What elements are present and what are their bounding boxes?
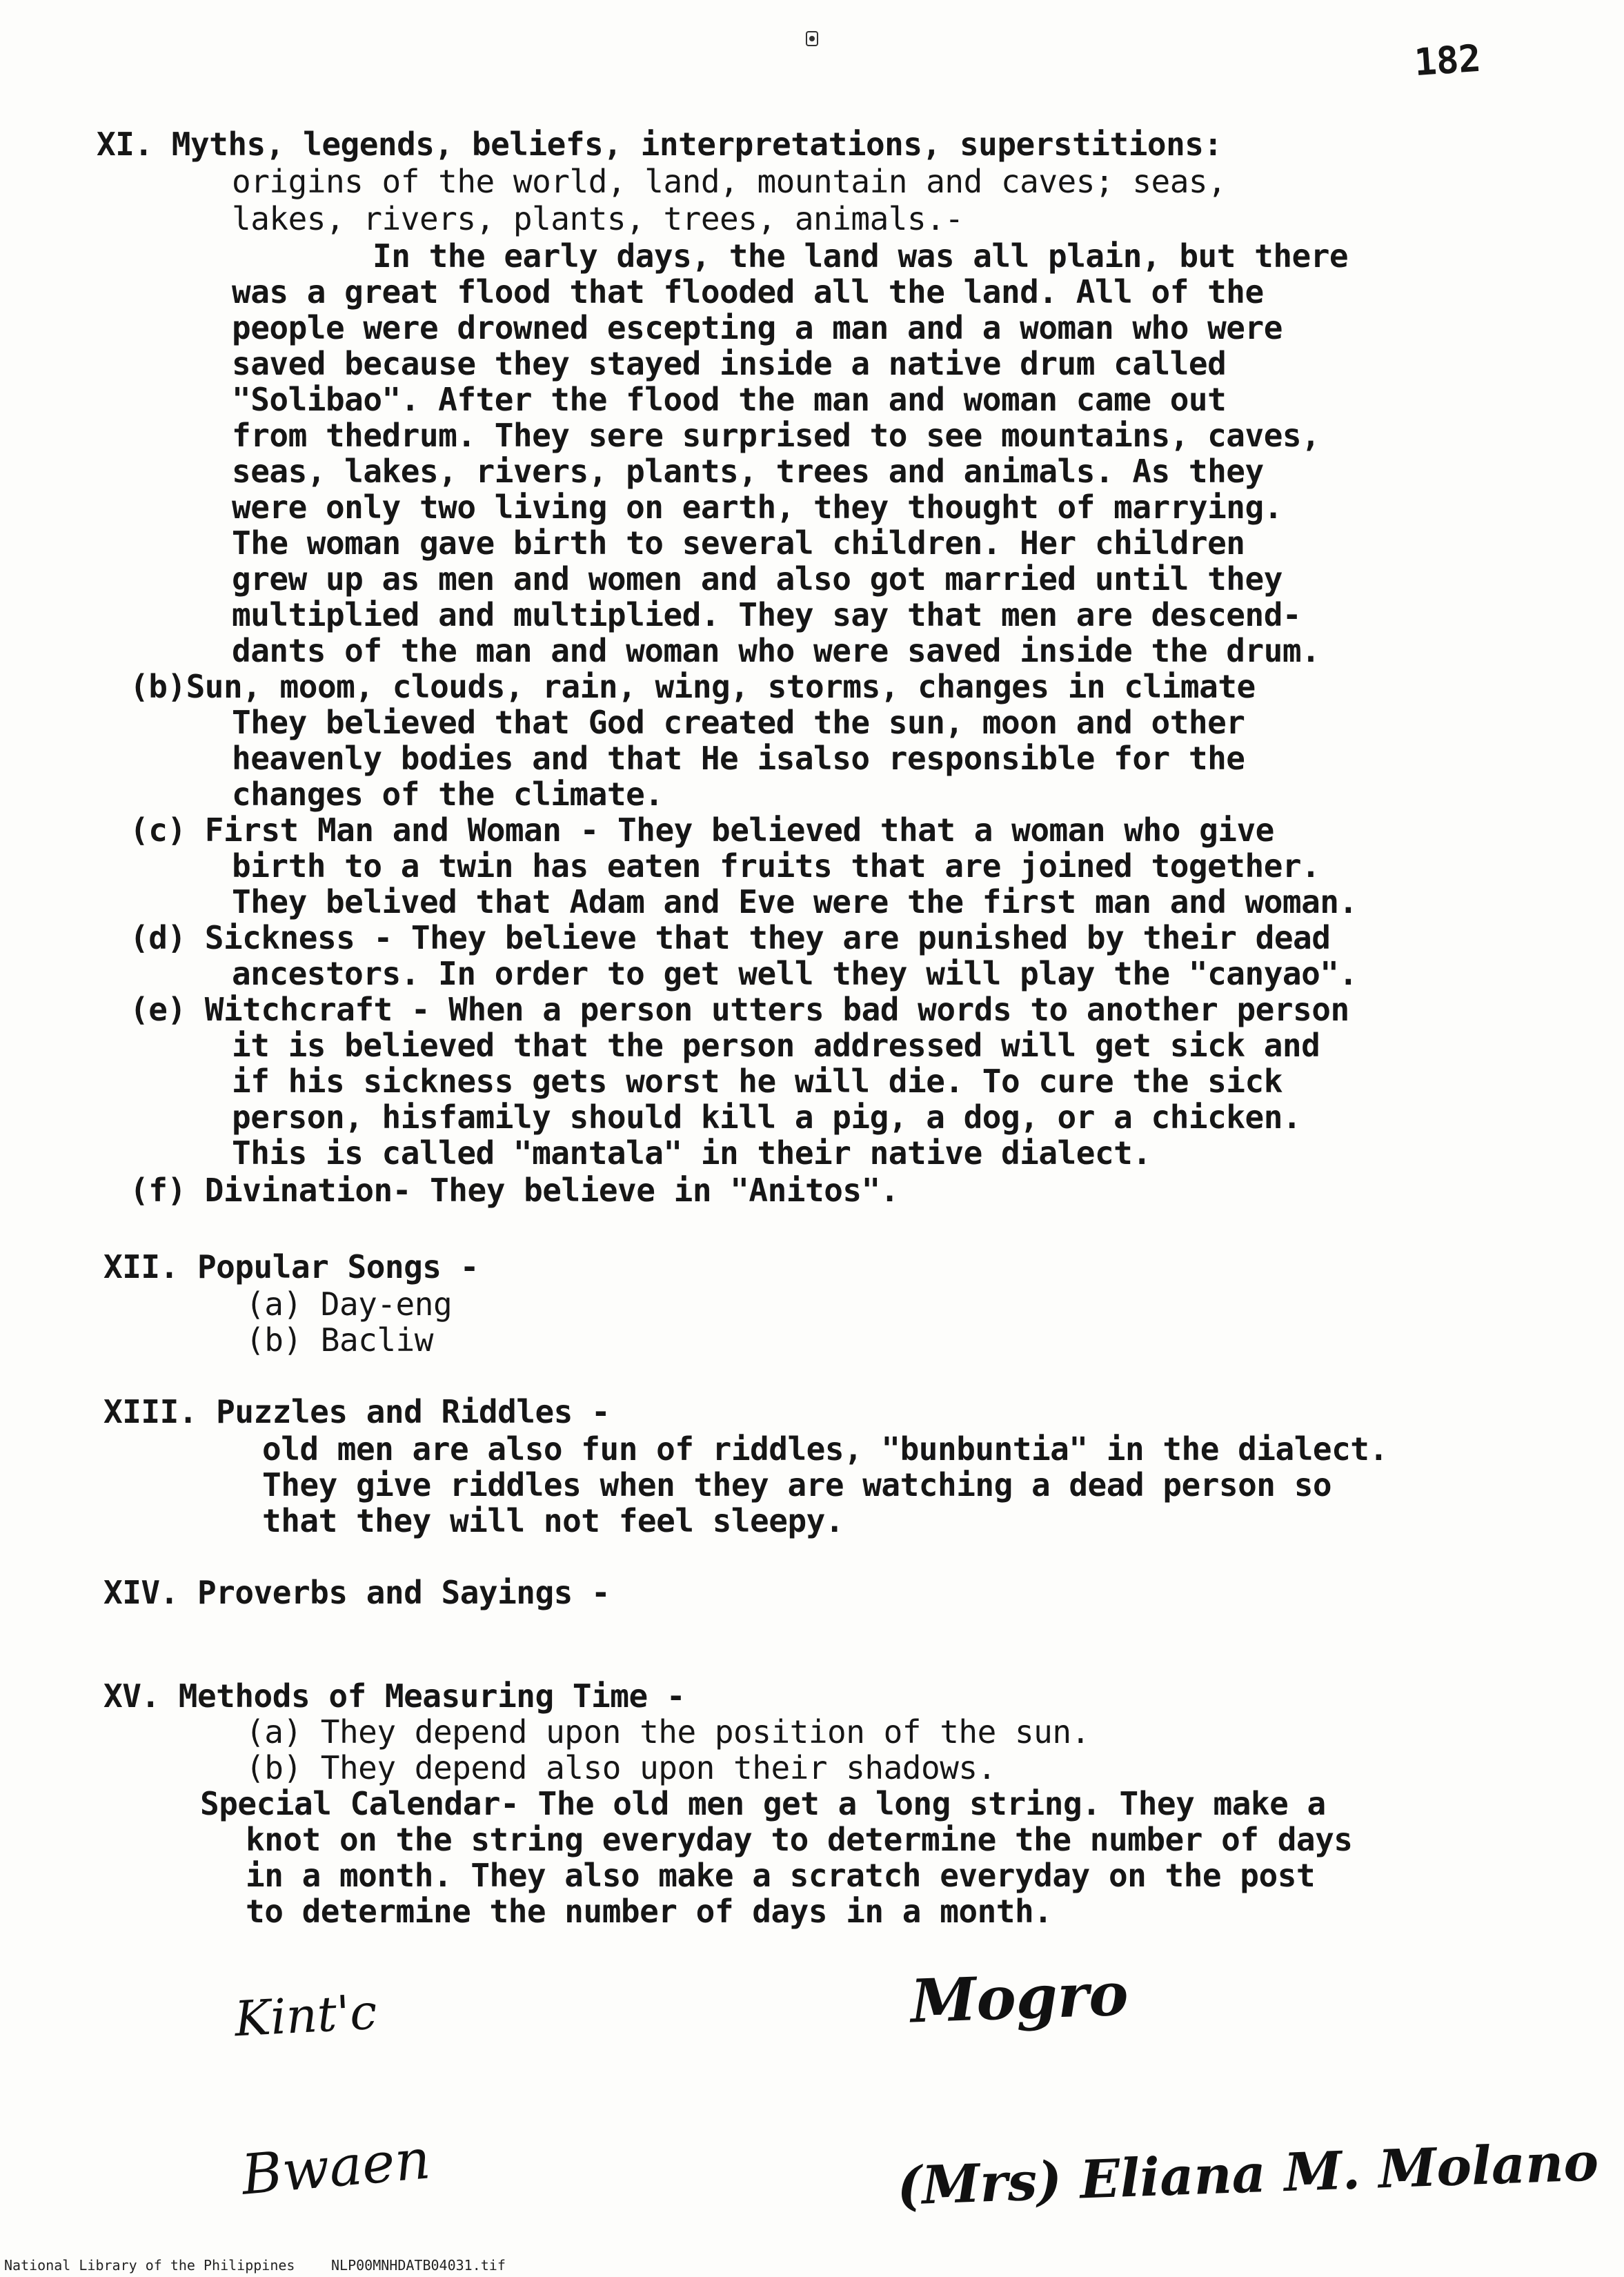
myth-paragraph-line: were only two living on earth, they thought of marrying.	[232, 489, 1283, 526]
section-xiv-heading: XIV. Proverbs and Sayings -	[103, 1574, 611, 1611]
section-xi-heading-cont: origins of the world, land, mountain and caves; seas,	[232, 163, 1227, 200]
special-calendar-line: Special Calendar- The old men get a long string. They make a	[200, 1785, 1326, 1822]
subsection-f-line: (f) Divination- They believe in "Anitos".	[130, 1172, 899, 1209]
song-item: (b) Bacliw	[246, 1321, 433, 1359]
myth-paragraph-line: from thedrum. They sere surprised to see mountains, caves,	[232, 417, 1320, 454]
section-xv-heading: XV. Methods of Measuring Time -	[103, 1677, 686, 1715]
footer-file: NLP00MNHDATB04031.tif	[331, 2257, 506, 2274]
section-xii-heading: XII. Popular Songs -	[103, 1248, 479, 1285]
subsection-d-heading: (d) Sickness - They believe that they are punished by their dead	[130, 919, 1331, 956]
measuring-item: (a) They depend upon the position of the sun.	[246, 1713, 1090, 1751]
riddles-line: They give riddles when they are watching a dead person so	[262, 1466, 1332, 1504]
subsection-d-line: ancestors. In order to get well they will play the "canyao".	[232, 955, 1358, 992]
signature-top-right: Mogro	[909, 1959, 1130, 2037]
myth-paragraph-line: "Solibao". After the flood the man and woman came out	[232, 381, 1227, 418]
special-calendar-line: in a month. They also make a scratch everyday on the post	[246, 1857, 1316, 1894]
subsection-b-line: heavenly bodies and that He isalso responsible for the	[232, 740, 1245, 777]
subsection-b-heading: (b)Sun, moom, clouds, rain, wing, storms, changes in climate	[130, 668, 1256, 705]
measuring-item: (b) They depend also upon their shadows.	[246, 1749, 996, 1786]
subsection-e-line: person, hisfamily should kill a pig, a dog, or a chicken.	[232, 1098, 1302, 1136]
song-item: (a) Day-eng	[246, 1285, 453, 1323]
signature-bottom-left: Bwaen	[239, 2127, 433, 2207]
subsection-c-heading: (c) First Man and Woman - They believed that a woman who give	[130, 811, 1274, 849]
myth-paragraph-line: seas, lakes, rivers, plants, trees and animals. As they	[232, 453, 1264, 490]
riddles-line: old men are also fun of riddles, "bunbuntia" in the dialect.	[262, 1430, 1388, 1468]
myth-paragraph-line: dants of the man and woman who were saved inside the drum.	[232, 632, 1320, 669]
archive-stamp-icon	[804, 30, 820, 48]
subsection-e-line: if his sickness gets worst he will die. To cure the sick	[232, 1063, 1283, 1100]
myth-paragraph-line: The woman gave birth to several children. Her children	[232, 524, 1245, 562]
subsection-c-line: birth to a twin has eaten fruits that are joined together.	[232, 847, 1320, 885]
subsection-c-line: They belived that Adam and Eve were the first man and woman.	[232, 883, 1358, 920]
subsection-e-line: This is called "mantala" in their native dialect.	[232, 1134, 1151, 1172]
myth-paragraph-line: grew up as men and women and also got married until they	[232, 560, 1283, 598]
myth-paragraph-line: multiplied and multiplied. They say that men are descend-	[232, 596, 1302, 633]
myth-paragraph-line: was a great flood that flooded all the land. All of the	[232, 273, 1264, 310]
special-calendar-line: to determine the number of days in a month.	[246, 1893, 1053, 1930]
signature-bottom-right: (Mrs) Eliana M. Molano	[895, 2131, 1600, 2217]
subsection-b-line: They believed that God created the sun, moon and other	[232, 704, 1245, 741]
signature-top-left: Kint'c	[232, 1983, 379, 2048]
section-xi-heading-cont: lakes, rivers, plants, trees, animals.-	[232, 200, 964, 237]
footer-library: National Library of the Philippines	[4, 2257, 295, 2274]
myth-paragraph-line: people were drowned escepting a man and a woman who were	[232, 309, 1283, 346]
page-number: 182	[1412, 36, 1483, 85]
section-xiii-heading: XIII. Puzzles and Riddles -	[103, 1393, 611, 1430]
myth-paragraph-line: saved because they stayed inside a native drum called	[232, 345, 1227, 382]
section-xi-heading: XI. Myths, legends, beliefs, interpretations, superstitions:	[97, 126, 1222, 163]
subsection-b-line: changes of the climate.	[232, 776, 664, 813]
subsection-e-line: it is believed that the person addressed will get sick and	[232, 1027, 1320, 1064]
myth-paragraph-line: In the early days, the land was all plain, but there	[373, 237, 1349, 275]
special-calendar-line: knot on the string everyday to determine the number of days	[246, 1821, 1353, 1858]
riddles-line: that they will not feel sleepy.	[262, 1502, 844, 1539]
subsection-e-heading: (e) Witchcraft - When a person utters bad words to another person	[130, 991, 1349, 1028]
